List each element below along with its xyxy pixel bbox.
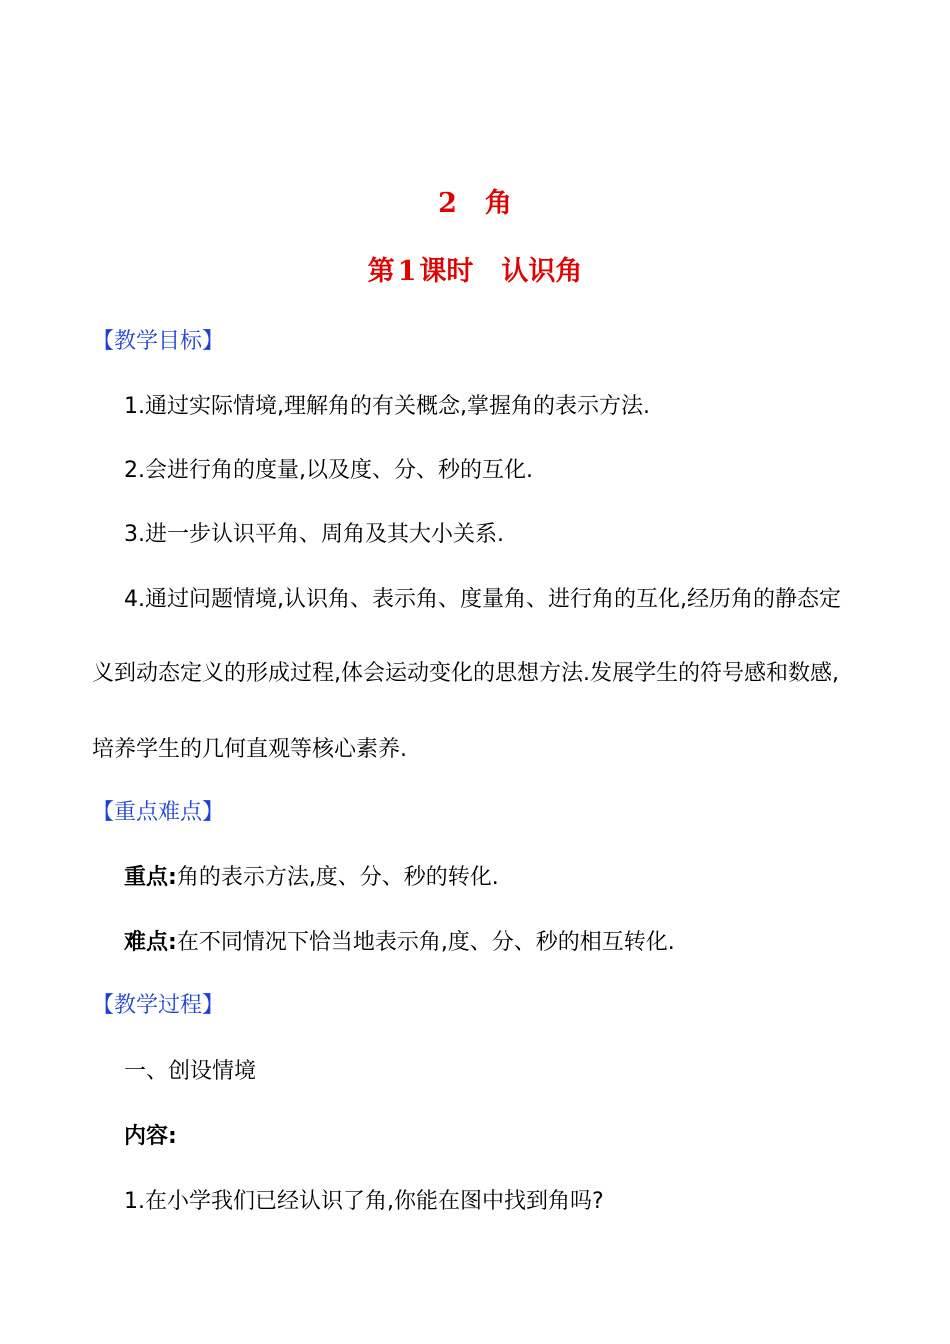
question-1: 1.在小学我们已经认识了角,你能在图中找到角吗? <box>124 1189 604 1214</box>
section-1-title: 一、创设情境 <box>124 1059 257 1084</box>
chapter-name: 角 <box>484 188 512 219</box>
lesson-title <box>0 254 950 290</box>
difficult-point-label: 难点: <box>124 930 177 955</box>
difficult-point-text: 在不同情况下恰当地表示角,度、分、秒的相互转化. <box>176 930 675 955</box>
period-prefix: 第 <box>367 256 395 287</box>
content-label: 内容: <box>124 1124 177 1149</box>
key-point-label: 重点: <box>124 865 177 890</box>
difficult-point-row <box>124 928 675 958</box>
process-heading: 【教学过程】 <box>92 993 225 1018</box>
key-point-text: 角的表示方法,度、分、秒的转化. <box>176 865 499 890</box>
objective-item-4-line-2: 义到动态定义的形成过程,体会运动变化的思想方法.发展学生的符号感和数感, <box>92 661 839 686</box>
objectives-heading: 【教学目标】 <box>92 329 225 354</box>
period-name: 认识角 <box>501 256 583 287</box>
chapter-title <box>0 186 950 222</box>
key-point-row <box>124 863 499 893</box>
period-number: 1 <box>397 256 417 287</box>
objective-item-1: 1.通过实际情境,理解角的有关概念,掌握角的表示方法. <box>124 394 650 419</box>
objective-item-4-line-3: 培养学生的几何直观等核心素养. <box>92 737 407 762</box>
chapter-number: 2 <box>438 188 457 219</box>
key-points-heading: 【重点难点】 <box>92 800 225 825</box>
objective-item-3: 3.进一步认识平角、周角及其大小关系. <box>124 522 504 547</box>
objective-item-2: 2.会进行角的度量,以及度、分、秒的互化. <box>124 458 533 483</box>
objective-item-4-line-1: 4.通过问题情境,认识角、表示角、度量角、进行角的互化,经历角的静态定 <box>124 587 841 612</box>
period-suffix: 课时 <box>419 256 474 287</box>
